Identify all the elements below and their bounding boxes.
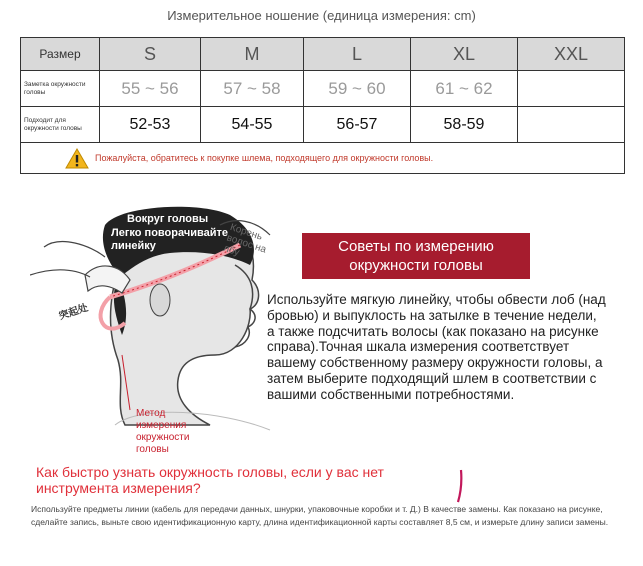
header-cell: XXL [518, 38, 625, 71]
table-cell [518, 107, 625, 143]
warning-row [21, 143, 625, 174]
warning-text: Пожалуйста, обратитесь к покупке шлема, подходящего для окружности головы. [95, 153, 434, 163]
warning-icon [65, 148, 89, 169]
header-cell: S [100, 38, 201, 71]
header-cell: Размер [21, 38, 100, 71]
table-cell: 59 ~ 60 [304, 71, 411, 107]
table-row [21, 107, 625, 143]
label-hairline: Корень волос на лбу [221, 222, 268, 259]
question-heading: Как быстро узнать окружность головы, если у вас нет инструмента измерения? [36, 464, 384, 496]
table-cell: 55 ~ 56 [100, 71, 201, 107]
table-cell: 56-57 [304, 107, 411, 143]
table-cell: 57 ~ 58 [201, 71, 304, 107]
table-cell: 58-59 [411, 107, 518, 143]
substitute-note: Используйте предметы линии (кабель для передачи данных, шнурки, упаковочные коробки и т. Д.) В качестве замены. Как показано на рисунке, сделайте запись, выньте свою идентификационную карту, длина идентификационной карты составляет 8,5 см, и измерьте длину записи замены. [31, 504, 609, 527]
warning-cell [21, 143, 625, 174]
label-protrusion: 突起处 [57, 302, 90, 323]
size-table [20, 37, 625, 174]
header-cell: M [201, 38, 304, 71]
table-title: Измерительное ношение (единица измерения: cm) [167, 8, 476, 23]
table-row [21, 71, 625, 107]
tips-text: Используйте мягкую линейку, чтобы обвести лоб (над бровью) и выпуклость на затылке в течение недели, а также подсчитать волосы (как показано на рисунке справа).Точная шкала измерения соответствует вашему собственному размеру окружности головы, а затем выберите подходящий шлем в соответствии с вашими собственными потребностями. [267, 292, 606, 402]
row-label: Подходит для окружности головы [21, 107, 100, 143]
table-cell: 54-55 [201, 107, 304, 143]
table-cell [518, 71, 625, 107]
table-cell: 61 ~ 62 [411, 71, 518, 107]
pink-mark [457, 468, 463, 504]
header-cell: XL [411, 38, 518, 71]
header-cell: L [304, 38, 411, 71]
table-cell: 52-53 [100, 107, 201, 143]
label-around-head: Вокруг головы [127, 213, 209, 225]
row-label: Заметка окружности головы [21, 71, 100, 107]
tips-badge: Советы по измерению окружности головы [302, 233, 530, 279]
table-header-row [21, 38, 625, 71]
label-gently-turn: Легко поворачивайте линейку [111, 227, 228, 252]
label-method: Метод измерения окружности головы [136, 408, 190, 455]
